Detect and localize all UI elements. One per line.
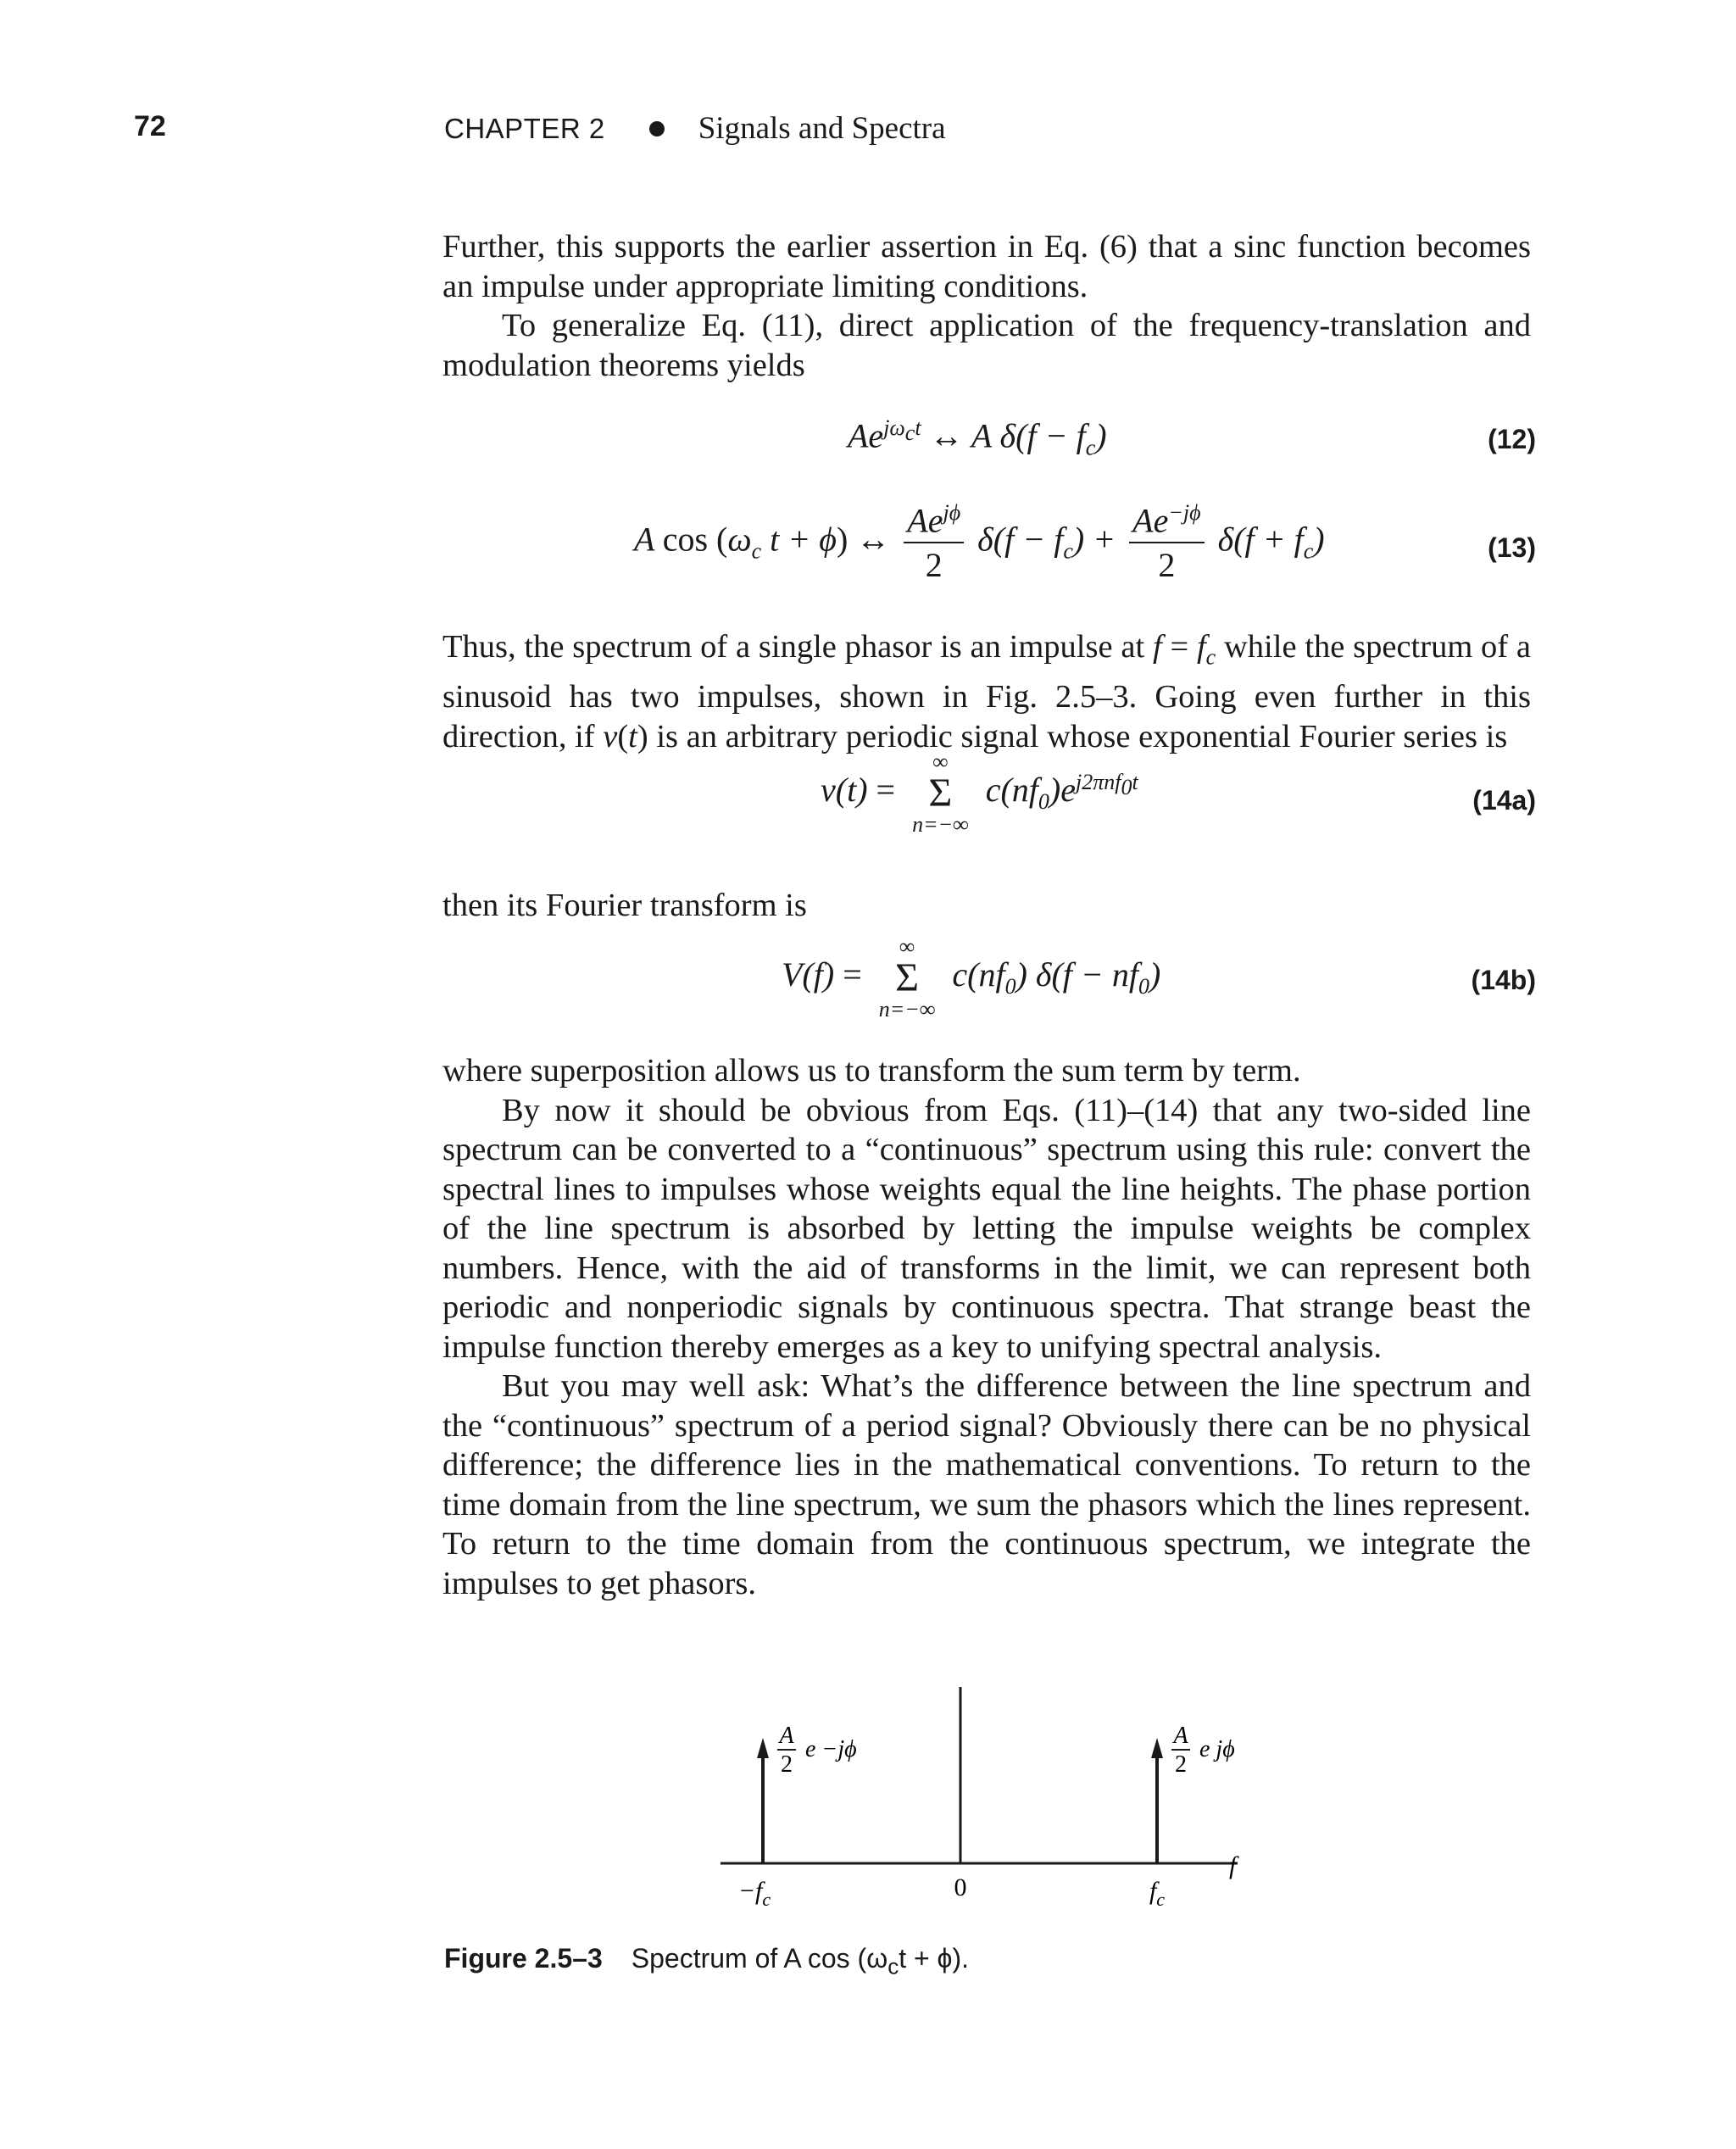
paragraph-5: where superposition allows us to transform the sum term by term. xyxy=(442,1053,1301,1088)
equation-14a-number-text: (14a) xyxy=(1472,785,1536,816)
figure-caption-text: Spectrum of A cos (ω xyxy=(631,1943,888,1974)
paragraph-3-part-b: while the spectrum of a sinusoid has two impulses, shown in Fig. 2.5–3. Going even further in this direction, if xyxy=(442,629,1531,754)
paragraph-6: By now it should be obvious from Eqs. (11)–(14) that any two-sided line spectrum can be converted to a “continuous” spectrum using this rule: convert the spectral lines to impulses whose weights equal the line heights. The phase portion of the line spectrum is absorbed by letting the impulse weights be complex numbers. Hence, with the aid of transforms in the limit, we can represent both periodic and nonperiodic signals by continuous spectra. That strange beast the impulse function thereby emerges as a key to unifying spectral analysis. xyxy=(442,1092,1531,1365)
equation-14a-number xyxy=(1441,785,1536,816)
left-phase-factor: e −jϕ xyxy=(805,1736,857,1762)
text-block-intro xyxy=(442,227,1531,385)
equation-13-number: (13) xyxy=(1488,532,1536,563)
text-block-phasor xyxy=(442,627,1531,756)
tick-label-minus-fc xyxy=(738,1877,771,1910)
tick-label-minus-fc-main: −f xyxy=(737,1877,763,1905)
tick-label-fc-main: f xyxy=(1149,1877,1157,1905)
page-number: 72 xyxy=(134,110,166,142)
equation-12-number: (12) xyxy=(1488,424,1536,454)
left-weight-denominator: 2 xyxy=(781,1751,793,1778)
right-phase-factor: e jϕ xyxy=(1199,1736,1235,1762)
spectrum-figure xyxy=(695,1670,1271,1924)
section-title: Signals and Spectra xyxy=(698,111,946,146)
right-weight-numerator: A xyxy=(1173,1723,1188,1749)
paragraph-4: then its Fourier transform is xyxy=(442,888,807,923)
tick-label-minus-fc-sub: c xyxy=(762,1889,771,1910)
equation-14b-number: (14b) xyxy=(1471,965,1536,995)
bullet-icon xyxy=(649,121,665,136)
paragraph-1: Further, this supports the earlier assertion in Eq. (6) that a sinc function becomes an impulse under appropriate limiting conditions. xyxy=(442,229,1531,304)
axis-label-f: f xyxy=(1229,1851,1237,1879)
equation-14a: v(t) = ∞ Σ n=−∞ $c(nf_0)e^{j2\pi nf_0t}$ xyxy=(821,749,1138,837)
left-impulse-arrow-icon xyxy=(757,1738,769,1758)
figure-caption-subscript: c xyxy=(887,1953,899,1979)
tick-label-zero: 0 xyxy=(954,1873,967,1901)
figure-caption-end: t + ϕ). xyxy=(899,1943,970,1974)
text-block-conclusion xyxy=(442,1051,1531,1603)
equation-12: $Ae^{j\omega_ct}$ ↔ A $\delta(f - f_c)$ xyxy=(848,415,1107,460)
tick-label-fc xyxy=(1149,1877,1165,1910)
paragraph-2: To generalize Eq. (11), direct application of the frequency-translation and modulation theorems yields xyxy=(442,308,1531,383)
equation-13: A $\cos (\omega_c$ t + ϕ) ↔ $\frac{Ae^{j\phi}}{2}$ $\delta(f - f_c)$ + $\frac{Ae^{-j\phi}}{2}$ $\delta(f + f_c)$ xyxy=(634,500,1325,585)
paragraph-3: Thus, the spectrum of a single phasor is an impulse at $f = f_c$ while the spectrum of a sinusoid has two impulses, shown in Fig. 2.5–3. Going even further in this direction, if v(t) is an arbitrary periodic signal whose exponential Fourier series is xyxy=(442,629,1531,754)
tick-label-fc-sub: c xyxy=(1156,1889,1166,1910)
chapter-label: CHAPTER 2 xyxy=(444,112,605,144)
paragraph-3-part-c: is an arbitrary periodic signal whose exponential Fourier series is xyxy=(648,718,1508,754)
left-weight-numerator: A xyxy=(779,1723,794,1749)
right-weight-denominator: 2 xyxy=(1175,1751,1187,1778)
paragraph-7: But you may well ask: What’s the difference between the line spectrum and the “continuous” spectrum of a period signal? Obviously there can be no physical difference; the difference lies in the mathematical conventions. To return to the time domain from the line spectrum, we sum the phasors which the lines represent. To return to the time domain from the continuous spectrum, we integrate the impulses to get phasors. xyxy=(442,1368,1531,1601)
running-head xyxy=(444,110,946,147)
equation-14b: V(f) = ∞ Σ n=−∞ $c(nf_0) \delta(f - nf_0)$ xyxy=(782,934,1161,1022)
right-impulse-arrow-icon xyxy=(1151,1738,1163,1758)
paragraph-3-part-a: Thus, the spectrum of a single phasor is an impulse at xyxy=(442,629,1153,665)
figure-label: Figure 2.5–3 xyxy=(444,1943,603,1974)
figure-caption xyxy=(444,1943,969,1979)
